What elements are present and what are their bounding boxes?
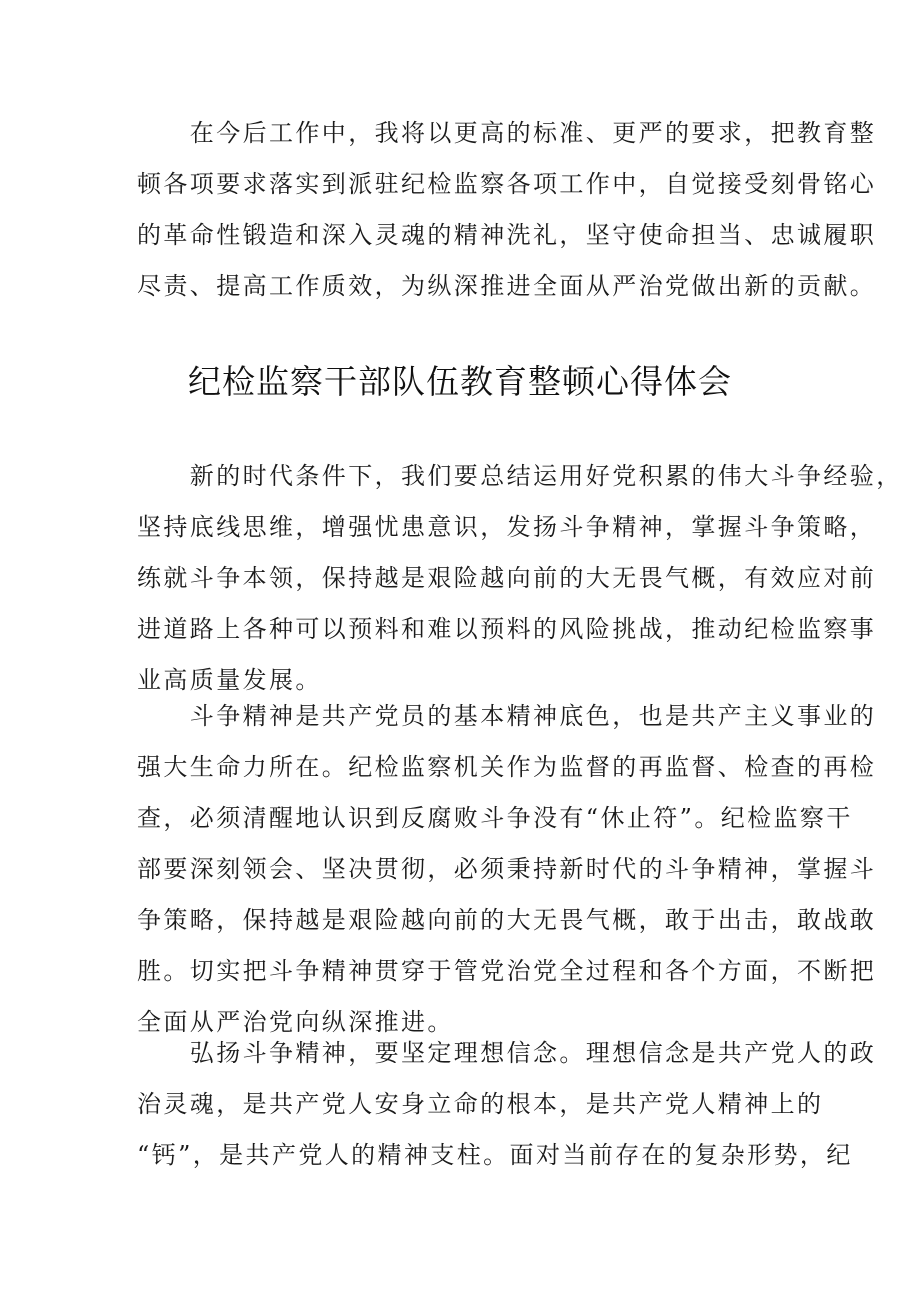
paragraph-line: 斗争精神是共产党员的基本精神底色，也是共产主义事业的 xyxy=(137,702,877,730)
paragraph-line: 胜。切实把斗争精神贯穿于管党治党全过程和各个方面，不断把 xyxy=(137,957,877,985)
paragraph-line: 新的时代条件下，我们要总结运用好党积累的伟大斗争经验， xyxy=(137,462,903,490)
body-paragraph-2 xyxy=(137,691,877,1048)
body-paragraph-1 xyxy=(137,451,903,706)
paragraph-line: 顿各项要求落实到派驻纪检监察各项工作中，自觉接受刻骨铭心 xyxy=(137,170,877,198)
paragraph-line: 查，必须清醒地认识到反腐败斗争没有“休止符”。纪检监察干 xyxy=(137,804,853,832)
paragraph-line: 坚持底线思维，增强忧患意识，发扬斗争精神，掌握斗争策略， xyxy=(137,513,877,541)
paragraph-line: 尽责、提高工作质效，为纵深推进全面从严治党做出新的贡献。 xyxy=(137,272,877,300)
paragraph-line: 强大生命力所在。纪检监察机关作为监督的再监督、检查的再检 xyxy=(137,753,877,781)
body-paragraph-3 xyxy=(137,1028,877,1181)
paragraph-line: 部要深刻领会、坚决贯彻，必须秉持新时代的斗争精神，掌握斗 xyxy=(137,855,877,883)
paragraph-line: 进道路上各种可以预料和难以预料的风险挑战，推动纪检监察事 xyxy=(137,615,877,643)
document-title: 纪检监察干部队伍教育整顿心得体会 xyxy=(188,362,732,401)
paragraph-line: 争策略，保持越是艰险越向前的大无畏气概，敢于出击，敢战敢 xyxy=(137,906,877,934)
paragraph-line: 全面从严治党向纵深推进。 xyxy=(137,1008,454,1036)
paragraph-line: “钙”，是共产党人的精神支柱。面对当前存在的复杂形势，纪 xyxy=(137,1141,853,1169)
paragraph-line: 弘扬斗争精神，要坚定理想信念。理想信念是共产党人的政 xyxy=(137,1039,877,1067)
paragraph-line: 练就斗争本领，保持越是艰险越向前的大无畏气概，有效应对前 xyxy=(137,564,877,592)
paragraph-line: 治灵魂，是共产党人安身立命的根本，是共产党人精神上的 xyxy=(137,1090,824,1118)
paragraph-line: 业高质量发展。 xyxy=(137,666,322,694)
intro-paragraph xyxy=(137,108,877,312)
paragraph-line: 在今后工作中，我将以更高的标准、更严的要求，把教育整 xyxy=(137,119,877,147)
paragraph-line: 的革命性锻造和深入灵魂的精神洗礼，坚守使命担当、忠诚履职 xyxy=(137,221,877,249)
